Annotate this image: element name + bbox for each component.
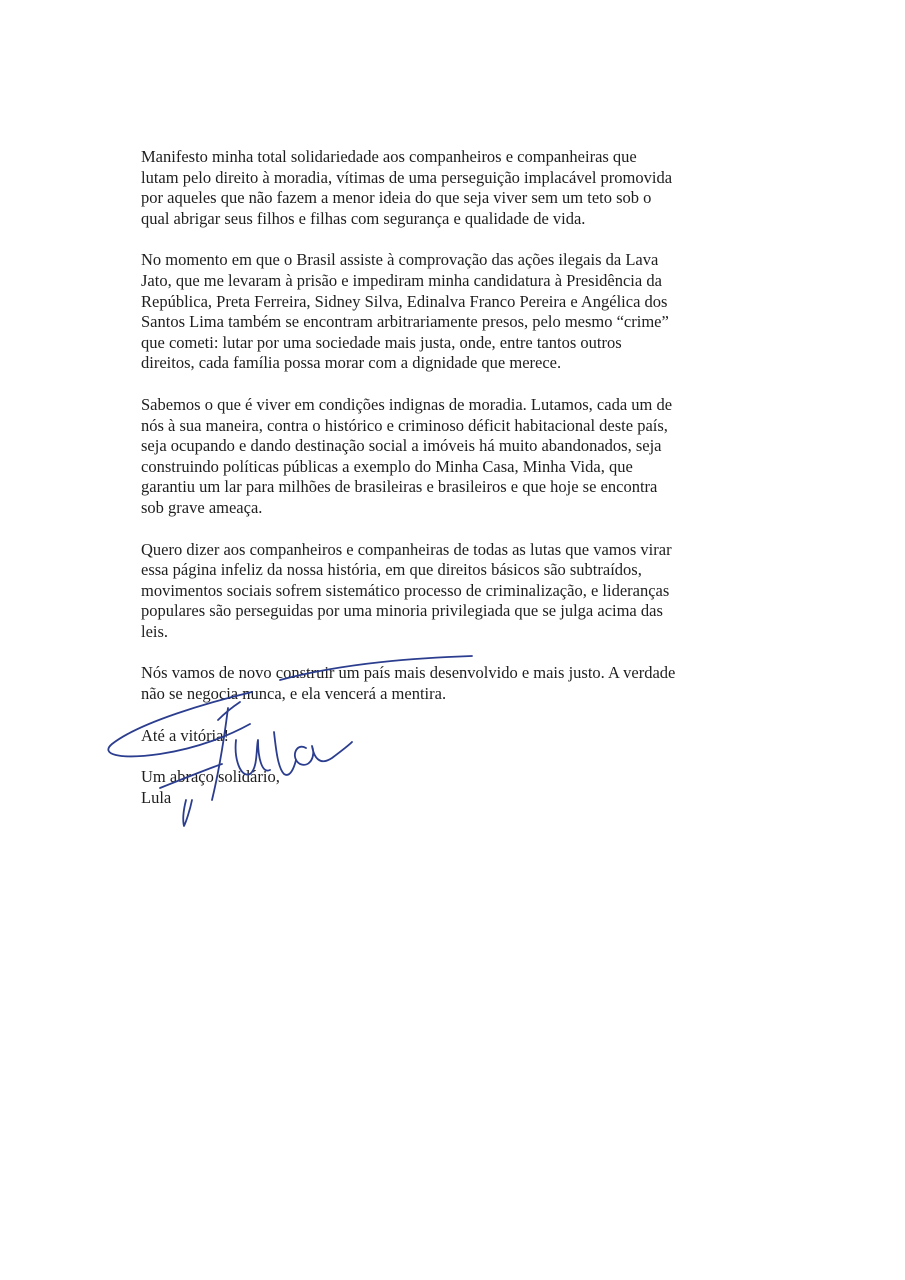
text-line: direitos, cada família possa morar com a dignidade que merece. [141,353,562,373]
text-line: essa página infeliz da nossa história, em que direitos básicos são subtraídos, [141,560,642,580]
text-line: Quero dizer aos companheiros e companheiras de todas as lutas que vamos virar [141,539,672,559]
text-line: República, Preta Ferreira, Sidney Silva, Edinalva Franco Pereira e Angélica dos [141,291,668,311]
text-line: seja ocupando e dando destinação social a imóveis há muito abandonados, seja [141,436,662,456]
text-line: Manifesto minha total solidariedade aos companheiros e companheiras que [141,147,637,166]
text-line: Sabemos o que é viver em condições indignas de moradia. Lutamos, cada um de [141,394,673,414]
text-line: No momento em que o Brasil assiste à comprovação das ações ilegais da Lava [141,250,659,270]
text-line: não se negocia nunca, e ela vencerá a mentira. [141,684,447,704]
salutation: Até a vitória! [141,725,229,745]
paragraph-truth [141,663,751,704]
text-line: leis. [141,621,169,641]
text-line: sob grave ameaça. [141,497,263,517]
text-line: por aqueles que não fazem a menor ideia do que seja viver sem um teto sob o [141,188,652,208]
text-line: construindo políticas públicas a exemplo do Minha Casa, Minha Vida, que [141,456,633,476]
paragraph-solidarity [141,147,751,229]
text-line: garantiu um lar para milhões de brasileiras e brasileiros e que hoje se encontra [141,477,658,497]
text-line: Nós vamos de novo construir um país mais desenvolvido e mais justo. A verdade [141,663,676,683]
text-line: movimentos sociais sofrem sistemático processo de criminalização, e lideranças [141,580,670,600]
text-line: Jato, que me levaram à prisão e impediram minha candidatura à Presidência da [141,270,662,290]
farewell: Um abraço solidário, [141,767,280,787]
text-line: qual abrigar seus filhos e filhas com segurança e qualidade de vida. [141,208,586,228]
signer-name: Lula [141,787,172,807]
text-line: que cometi: lutar por uma sociedade mais justa, onde, entre tantos outros [141,332,622,352]
letter-closing [141,726,751,809]
text-line: populares são perseguidas por uma minoria privilegiada que se julga acima das [141,601,663,621]
text-line: Santos Lima também se encontram arbitrariamente presos, pelo mesmo “crime” [141,312,669,332]
paragraph-struggles [141,540,751,643]
text-line: lutam pelo direito à moradia, vítimas de uma perseguição implacável promovida [141,167,673,187]
text-line: nós à sua maneira, contra o histórico e criminoso déficit habitacional deste país, [141,415,668,435]
paragraph-lava-jato [141,250,751,374]
letter-body [141,147,751,808]
paragraph-housing [141,395,751,519]
